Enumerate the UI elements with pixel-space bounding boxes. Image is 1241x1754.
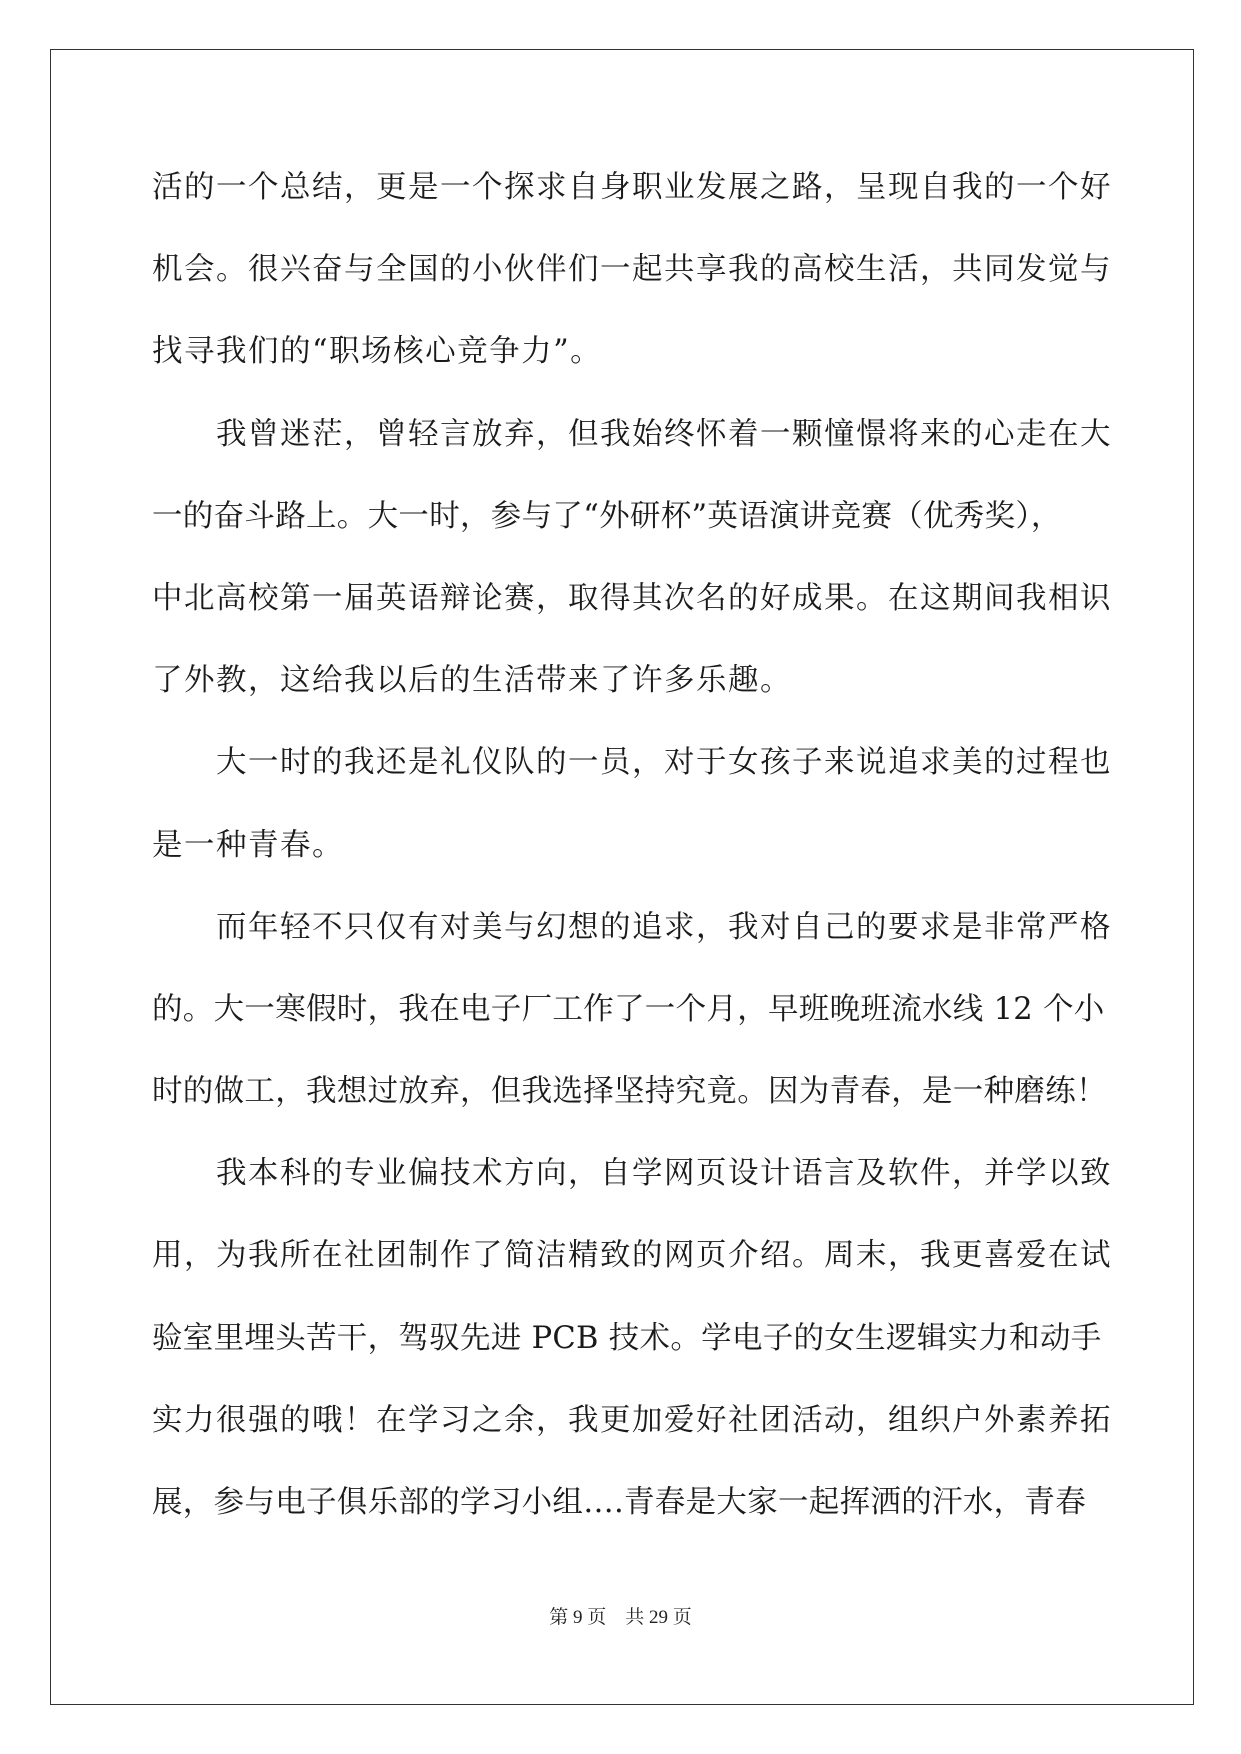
page-footer — [0, 1602, 1241, 1629]
current-page-number: 第 9 页 — [549, 1607, 607, 1628]
total-pages: 共 29 页 — [625, 1607, 692, 1628]
document-body — [152, 158, 1112, 1555]
text-line-5: 一的奋斗路上。大一时，参与了“外研杯”英语演讲竞赛（优秀奖）， — [152, 498, 1062, 534]
text-line-1: 活的一个总结，更是一个探求自身职业发展之路，呈现自我的一个好 — [152, 170, 1112, 205]
text-line-8: 大一时的我还是礼仪队的一员，对于女孩子来说追求美的过程也 — [216, 745, 1112, 781]
text-line-14: 用，为我所在社团制作了简洁精致的网页介绍。周末，我更喜爱在试 — [152, 1238, 1112, 1274]
text-line-10: 而年轻不只仅有对美与幻想的追求，我对自己的要求是非常严格 — [216, 909, 1112, 945]
text-line-6: 中北高校第一届英语辩论赛，取得其次名的好成果。在这期间我相识 — [152, 580, 1112, 616]
text-line-9: 是一种青春。 — [152, 827, 344, 863]
text-line-2: 机会。很兴奋与全国的小伙伴们一起共享我的高校生活，共同发觉与 — [152, 252, 1112, 288]
text-line-15: 验室里埋头苦干，驾驭先进 PCB 技术。学电子的女生逻辑实力和动手 — [152, 1320, 1102, 1356]
text-line-11: 的。大一寒假时，我在电子厂工作了一个月，早班晚班流水线 12 个小 — [152, 991, 1105, 1027]
text-line-4: 我曾迷茫，曾轻言放弃，但我始终怀着一颗憧憬将来的心走在大 — [216, 416, 1112, 452]
text-line-7: 了外教，这给我以后的生活带来了许多乐趣。 — [152, 663, 792, 699]
text-line-3: 找寻我们的“职场核心竞争力”。 — [152, 334, 603, 370]
text-line-13: 我本科的专业偏技术方向，自学网页设计语言及软件，并学以致 — [216, 1156, 1112, 1192]
text-line-17: 展，参与电子俱乐部的学习小组….青春是大家一起挥洒的汗水，青春 — [152, 1485, 1086, 1520]
text-line-16: 实力很强的哦！在学习之余，我更加爱好社团活动，组织户外素养拓 — [152, 1402, 1112, 1438]
text-line-12: 时的做工，我想过放弃，但我选择坚持究竟。因为青春，是一种磨练！ — [152, 1074, 1107, 1110]
